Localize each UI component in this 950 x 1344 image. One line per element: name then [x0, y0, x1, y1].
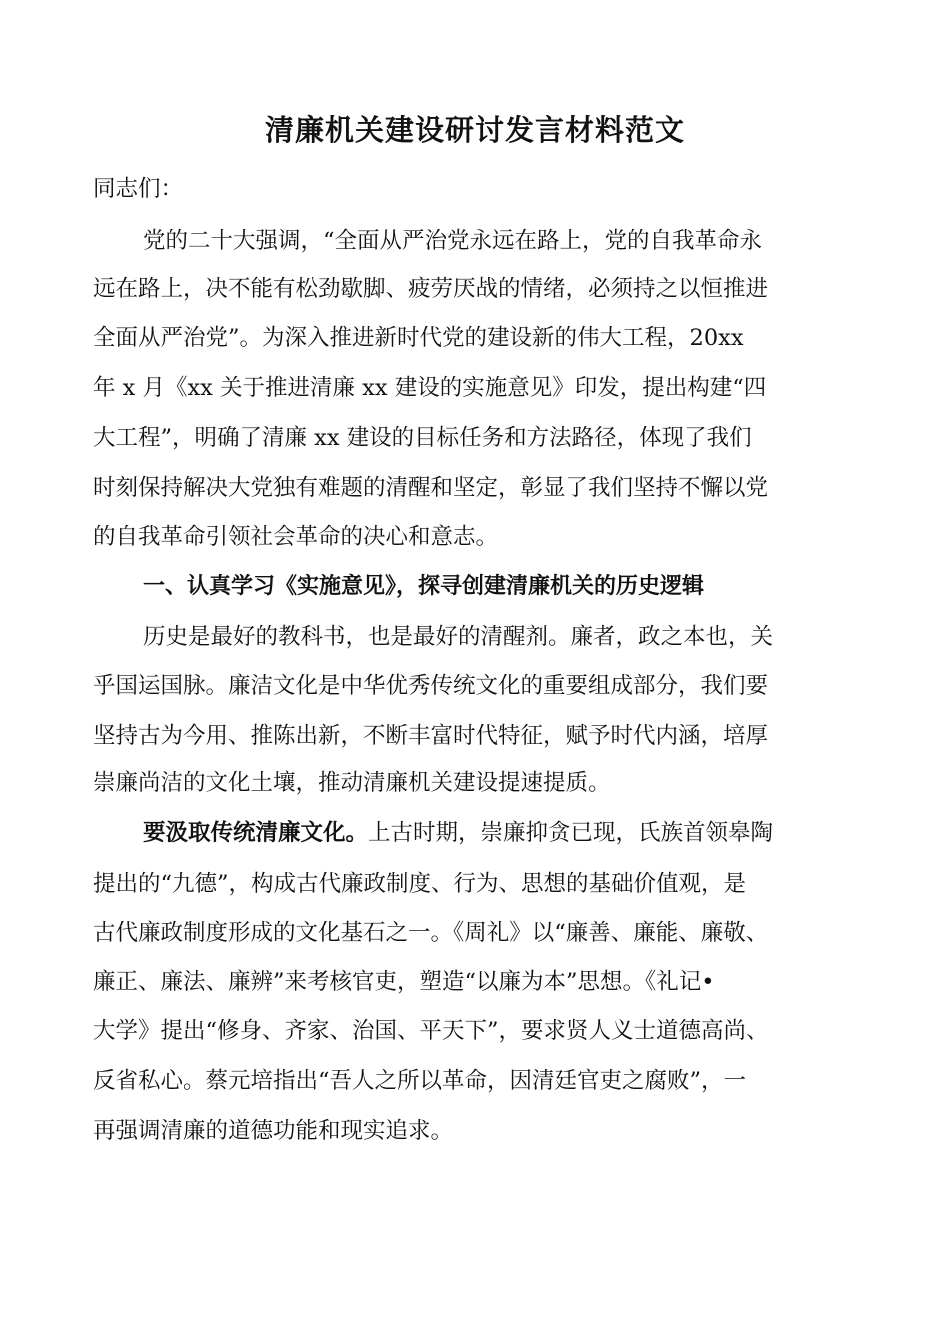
paragraph-line: 提出的“九德”，构成古代廉政制度、行为、思想的基础价值观，是 — [93, 871, 747, 897]
paragraph-line: 再强调清廉的道德功能和现实追求。 — [93, 1118, 454, 1144]
paragraph-line: 大工程”，明确了清廉 xx 建设的目标任务和方法路径，体现了我们 — [93, 425, 752, 451]
paragraph-line: 历史是最好的教科书，也是最好的清醒剂。廉者，政之本也，关 — [143, 624, 774, 650]
paragraph-line: 远在路上，决不能有松劲歇脚、疲劳厌战的情绪，必须持之以恒推进 — [93, 276, 769, 302]
paragraph-line: 乎国运国脉。廉洁文化是中华优秀传统文化的重要组成部分，我们要 — [93, 673, 769, 699]
paragraph-lead-bold: 要汲取传统清廉文化。 — [143, 820, 369, 846]
paragraph-line: 廉正、廉法、廉辨”来考核官吏，塑造“以廉为本”思想。《礼记• — [93, 969, 715, 995]
paragraph-line: 大学》提出“修身、齐家、治国、平天下”，要求贤人义士道德高尚、 — [93, 1018, 769, 1044]
section-heading: 一、认真学习《实施意见》，探寻创建清廉机关的历史逻辑 — [143, 574, 705, 599]
paragraph-line — [143, 818, 773, 848]
paragraph-line: 反省私心。蔡元培指出“吾人之所以革命，因清廷官吏之腐败”，一 — [93, 1068, 747, 1094]
paragraph-line: 年 x 月《xx 关于推进清廉 xx 建设的实施意见》印发，提出构建“四 — [93, 375, 767, 401]
document-title: 清廉机关建设研讨发言材料范文 — [264, 113, 685, 147]
paragraph-lead-rest: 上古时期，崇廉抑贪已现，氏族首领皋陶 — [368, 820, 774, 846]
salutation: 同志们： — [93, 176, 184, 202]
paragraph-line: 崇廉尚洁的文化土壤，推动清廉机关建设提速提质。 — [93, 770, 611, 796]
paragraph-line: 时刻保持解决大党独有难题的清醒和坚定，彰显了我们坚持不懈以党 — [93, 475, 769, 501]
paragraph-line: 全面从严治党”。为深入推进新时代党的建设新的伟大工程，20xx — [93, 325, 744, 351]
paragraph-line: 党的二十大强调，“全面从严治党永远在路上，党的自我革命永 — [143, 228, 763, 254]
paragraph-line: 古代廉政制度形成的文化基石之一。《周礼》以“廉善、廉能、廉敬、 — [93, 920, 769, 946]
paragraph-line: 的自我革命引领社会革命的决心和意志。 — [93, 524, 499, 550]
paragraph-line: 坚持古为今用、推陈出新，不断丰富时代特征，赋予时代内涵，培厚 — [93, 723, 769, 749]
